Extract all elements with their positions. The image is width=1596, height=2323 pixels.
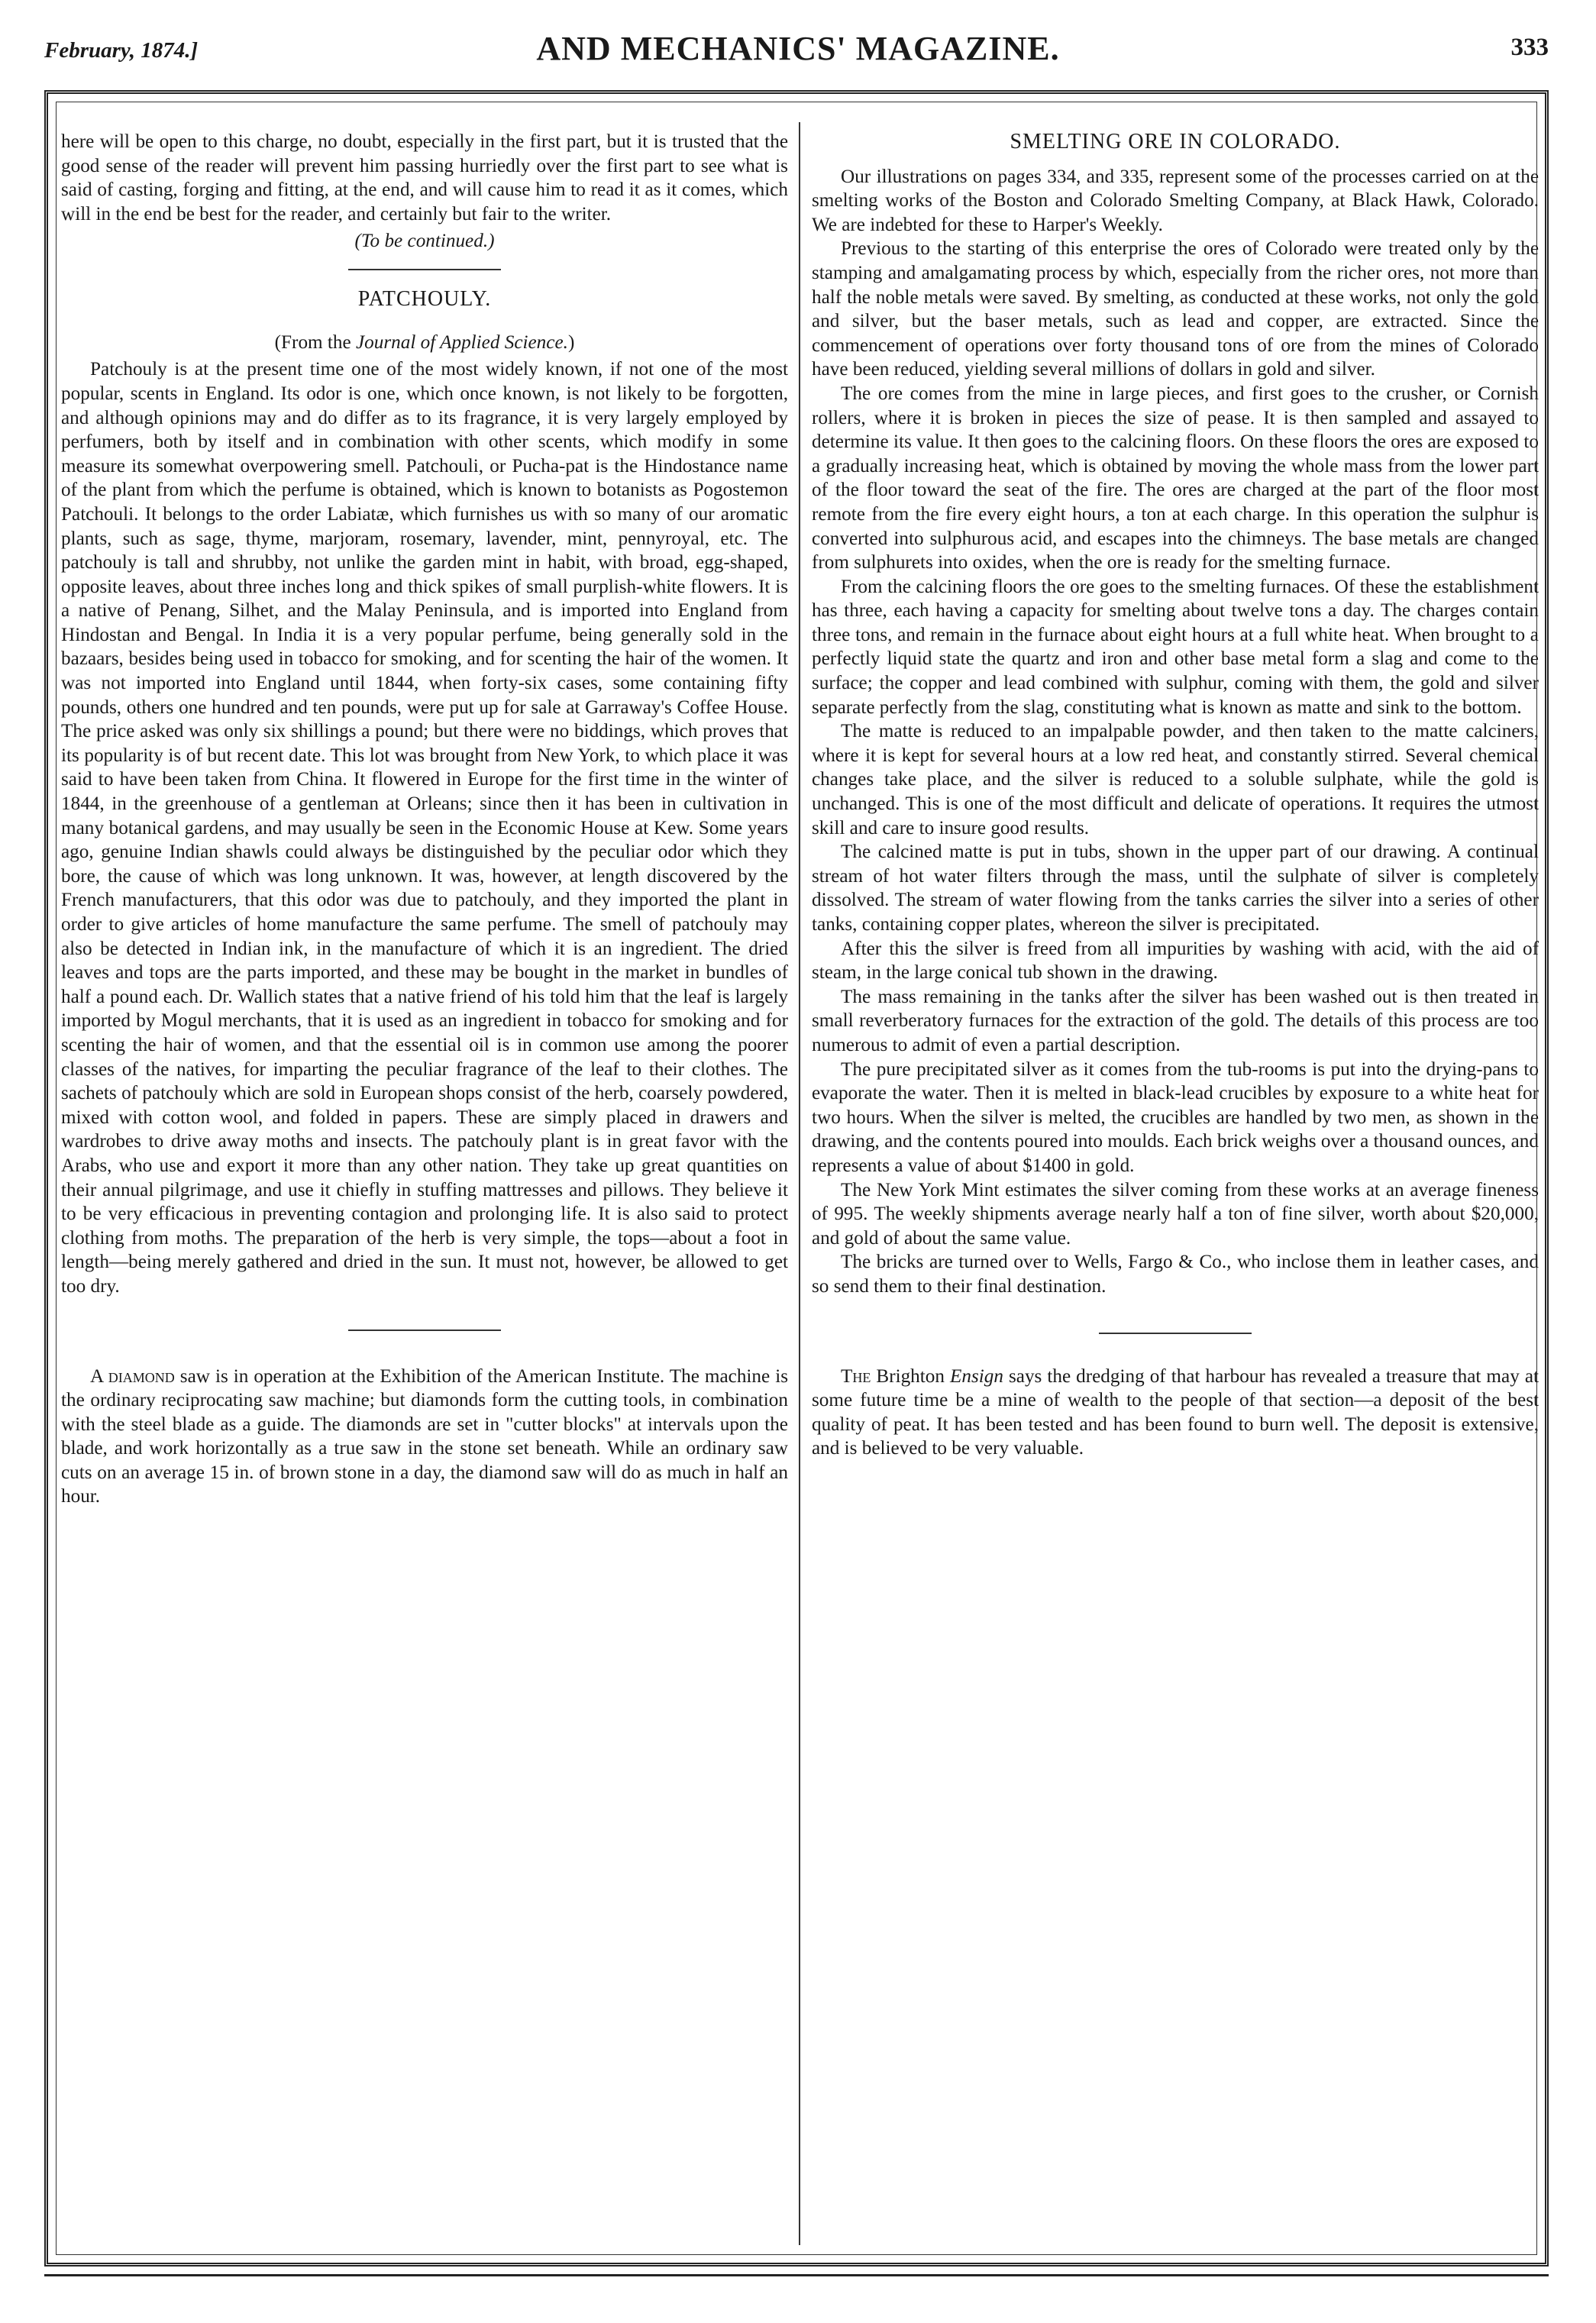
paragraph: The calcined matte is put in tubs, shown in the upper part of our drawing. A continual stream of hot water filters through the mass, until the sulphate of silver is completely dissolved. The stream of water flowing from the tanks carries the silver into a series of other tanks, containing copper plates, whereon the silver is precipitated. [812, 842, 1539, 935]
page-number: 333 [1510, 34, 1549, 61]
section-rule [348, 1330, 501, 1331]
section-rule [1099, 1333, 1252, 1334]
article-body: The Brighton Ensign says the dredging of that harbour has revealed a treasure that may at some future time be a mine of wealth to the people of that section—a deposit of the best quality of peat. It has been tested and has been found to burn well. The deposit is extensive, and is believed to be very valuable. [812, 1365, 1539, 1459]
paragraph: The New York Mint estimates the silver coming from these works at an average fineness of 995. The weekly shipments average nearly half a ton of fine silver, worth about $20,000, and gold of about the same value. [812, 1179, 1539, 1249]
article-title: PATCHOULY. [357, 286, 492, 311]
section-rule [348, 269, 501, 270]
paragraph: Our illustrations on pages 334, and 335, represent some of the processes carried on at the smelting works of the Boston and Colorado Smelting Company, at Black Hawk, Colorado. We are indebted for these to Harper's Weekly. [812, 166, 1539, 235]
article-diamond-saw [61, 1365, 788, 1510]
left-column [61, 130, 788, 1509]
article-brighton [812, 1365, 1539, 1461]
article-title: SMELTING ORE IN COLORADO. [1010, 130, 1341, 153]
paragraph: The mass remaining in the tanks after the silver has been washed out is then treated in small reverberatory furnaces for the extraction of the gold. The details of this process are too numerous to admit of even a partial description. [812, 986, 1539, 1055]
paragraph: The bricks are turned over to Wells, Fargo & Co., who inclose them in leather cases, and so send them to their final destination. [812, 1252, 1539, 1297]
header-title: AND MECHANICS' MAGAZINE. [536, 30, 1060, 67]
paragraph: From the calcining floors the ore goes to the smelting furnaces. Of these the establishment has three, each having a capacity for smelting about twelve tons a day. The charges contain three tons, and remain in the furnace about eight hours at a full white heat. When brought to a perfectly liquid state the quartz and iron and other base metal form a slag and come to the surface; the copper and lead combined with sulphur, coming with them, the gold and silver separate perfectly from the slag, constituting what is known as matte and sink to the bottom. [812, 576, 1539, 718]
paragraph: The matte is reduced to an impalpable powder, and then taken to the matte calciners, where it is kept for several hours at a low red heat, and constantly stirred. Several chemical changes take place, and the silver is reduced to a soluble sulphate, while the gold is unchanged. This is one of the most difficult and delicate of operations. It requires the utmost skill and care to insure good results. [812, 721, 1539, 838]
article-smelting [812, 130, 1539, 1299]
paragraph: Previous to the starting of this enterprise the ores of Colorado were treated only by the stamping and amalgamating process by which, especially from the richer ores, not more than half the noble metals were saved. By smelting, as conducted at these works, not only the gold and silver, but the baser metals, such as lead and copper, are extracted. Since the commencement of operations over forty thousand tons of ore from the mines of Colorado have been reduced, yielding several millions of dollars in gold and silver. [812, 238, 1539, 380]
paragraph: The pure precipitated silver as it comes from the tub-rooms is put into the drying-pans to evaporate the water. Then it is melted in black-lead crucibles by exposure to a white heat for two hours. When the silver is melted, the crucibles are handled by two men, as shown in the drawing, and the contents poured into moulds. Each brick weighs over a thousand ounces, and represents a value of about $1400 in gold. [812, 1058, 1539, 1176]
article-source: (From the Journal of Applied Science.) [274, 331, 575, 353]
to-be-continued: (To be continued.) [354, 231, 495, 252]
column-divider [799, 122, 800, 2245]
header-date: February, 1874.] [44, 38, 199, 63]
article-body: A diamond saw is in operation at the Exhibition of the American Institute. The machine is the ordinary reciprocating saw machine; but diamonds form the cutting tools, in combination with the steel blade as a guide. The diamonds are set in "cutter blocks" at intervals upon the blade, and work horizontally as a true saw in the stone set beneath. While an ordinary saw cuts on an average 15 in. of brown stone in a day, the diamond saw will do as much in half an hour. [61, 1365, 788, 1507]
page-bottom-rule [44, 2274, 1549, 2276]
article-patchouly [61, 287, 788, 1299]
article-body: Patchouly is at the present time one of the most widely known, if not one of the most popular, scents in England. Its odor is one, which once known, is not likely to be forgotten, and although opinions may and do differ as to its fragrance, it is very largely employed by perfumers, both by itself and in combination with other scents, which modify in some measure its somewhat overpowering smell. Patchouli, or Pucha-pat is the Hindostance name of the plant from which the perfume is obtained, which is known to botanists as Pogostemon Patchouli. It belongs to the order Labiatæ, which furnishes us with so many of our aromatic plants, such as sage, thyme, marjoram, rosemary, lavender, mint, pennyroyal, etc. The patchouly is tall and shrubby, not unlike the garden mint in habit, with broad, egg-shaped, opposite leaves, about three inches long and thick spikes of small purplish-white flowers. It is a native of Penang, Silhet, and the Malay Peninsula, and is imported into England from Hindostan and Bengal. In India it is a very popular perfume, being generally sold in the bazaars, besides being used in tobacco for smoking, and for scenting the hair of the women. It was not imported into England until 1844, when forty-six cases, some containing fifty pounds, others one hundred and ten pounds, were put up for sale at Garraway's Coffee House. The price asked was only six shillings a pound; but there were no biddings, which proves that its popularity is of but recent date. This lot was brought from New York, to which place it was said to have been taken from China. It flowered in Europe for the first time in the winter of 1844, in the greenhouse of a gentleman at Orleans; since then it has been in cultivation in many botanical gardens, and may usually be seen in the Economic House at Kew. Some years ago, genuine Indian shawls could always be distinguished by the peculiar odor which they bore, the cause of which was long unknown. It was, however, at length discovered by the French manufacturers, that this odor was due to patchouly, and they imported the plant in order to give articles of home manufacture the same perfume. The smell of patchouly may also be detected in Indian ink, in the manufacture of which it is an ingredient. The dried leaves and tops are the parts imported, and these may be bought in the market in bundles of half a pound each. Dr. Wallich states that a native friend of his told him that the leaf is largely imported by Mogul merchants, that it is used as an ingredient in tobacco for smoking and for scenting the hair of women, and that the essential oil is in common use among the poorer classes of the natives, for imparting the peculiar fragrance of the leaf to their clothes. The sachets of patchouly which are sold in European shops consist of the herb, coarsely powdered, mixed with cotton wool, and folded in papers. These are simply placed in drawers and wardrobes to drive away moths and insects. The patchouly plant is in great favor with the Arabs, who use and export it more than any other nation. They take up great quantities on their annual pilgrimage, and use it chiefly in stuffing mattresses and pillows. They believe it to be very efficacious in preventing contagion and prolonging life. It is also said to protect clothing from moths. The preparation of the herb is very simple, the tops—about a foot in length—being merely gathered and dried in the sun. It must not, however, be allowed to get too dry. [61, 359, 788, 1297]
paragraph: After this the silver is freed from all impurities by washing with acid, with the aid of steam, in the large conical tub shown in the drawing. [812, 938, 1539, 984]
right-column [812, 130, 1539, 1461]
continued-paragraph: here will be open to this charge, no doubt, especially in the first part, but it is trusted that the good sense of the reader will prevent him passing hurriedly over the first part to see what is said of casting, forging and fitting, at the end, and will cause him to read it as it comes, which will in the end be best for the reader, and certainly but fair to the writer. [61, 131, 788, 225]
paragraph: The ore comes from the mine in large pieces, and first goes to the crusher, or Cornish rollers, where it is broken in pieces the size of pease. It is then sampled and assayed to determine its value. It then goes to the calcining floors. On these floors the ores are exposed to a gradually increasing heat, which is obtained by moving the whole mass from the lower part of the floor toward the seat of the fire. The ores are charged at the part of the floor most remote from the fire every eight hours, a ton at each charge. In this operation the sulphur is converted into sulphurous acid, and escapes into the chimneys. The base metals are changed from sulphurets into oxides, when the ore is ready for the smelting furnace. [812, 383, 1539, 573]
